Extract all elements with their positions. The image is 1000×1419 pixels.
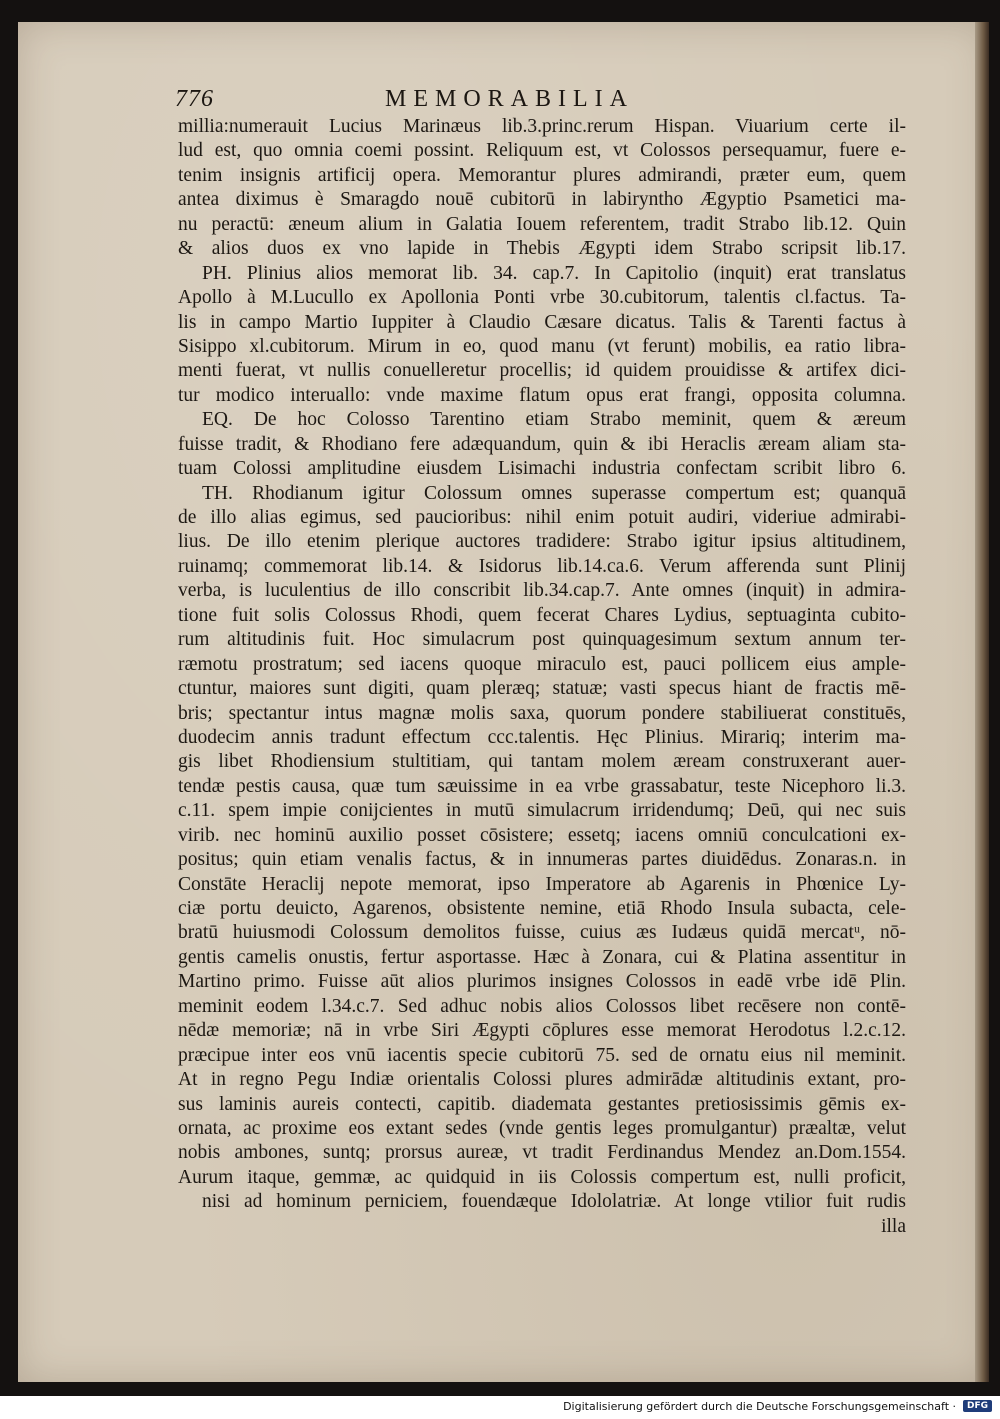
text-line: ciæ portu deuicto, Agarenos, obsistente nemine, etiā Rhodo Insula subacta, cele-: [178, 898, 906, 919]
text-line: gis libet Rhodiensium stultitiam, qui tantam molem æream construxerant auer-: [178, 751, 906, 773]
text-line: Sisippo xl.cubitorum. Mirum in eo, quod manu (vt ferunt) mobilis, ea ratio libra-: [178, 335, 906, 357]
text-line: illa: [881, 1215, 906, 1237]
running-title: MEMORABILIA: [385, 86, 634, 112]
text-line: Martino primo. Fuisse aūt alios plurimos insignes Colossos in eadē vrbe idē Plin.: [178, 971, 906, 993]
text-line: TH. Rhodianum igitur Colossum omnes superasse compertum est; quanquā: [202, 482, 906, 504]
text-line: c.11. spem impie conijcientes in mutū simulacrum irridendumq; Deū, qui nec suis: [178, 800, 906, 822]
text-line: rum altitudinis fuit. Hoc simulacrum post quinquagesimum sextum annum ter-: [178, 629, 906, 651]
text-line: Aurum itaque, gemmæ, ac quidquid in iis Colossis compertum est, nulli proficit,: [178, 1166, 906, 1188]
text-line: ruinamq; commemorat lib.14. & Isidorus lib.14.ca.6. Verum afferenda sunt Plinij: [178, 555, 906, 577]
text-line: positus; quin etiam venalis factus, & in innumeras partes diuidēdus. Zonaras.n. in: [178, 849, 906, 871]
text-line: nobis ambones, suntq; prorsus aureæ, vt tradit Ferdinandus Mendez an.Dom.1554.: [178, 1142, 906, 1164]
text-line: & alios duos ex vno lapide in Thebis Ægypti idem Strabo scripsit lib.17.: [178, 238, 906, 260]
text-line: verba, is luculentius de illo conscribit lib.34.cap.7. Ante omnes (inquit) in admira-: [178, 580, 906, 602]
text-line: lud est, quo omnia coemi possint. Reliquum est, vt Colossos persequamur, fuere e-: [178, 140, 906, 162]
text-line: fuisse tradit, & Rhodiano fere adæquandum, quin & ibi Heraclis æream aliam sta-: [178, 433, 906, 455]
text-line: virib. nec hominū auxilio posset cōsistere; essetq; iacens omniū conculcationi ex-: [178, 824, 906, 846]
text-line: lis in campo Martio Iuppiter à Claudio Cæsare dicatus. Talis & Tarenti factus à: [178, 311, 906, 333]
text-line: At in regno Pegu Indiæ orientalis Colossi plures admirādæ altitudinis extant, pro-: [178, 1069, 906, 1091]
text-line: sus laminis aureis contecti, capitib. diademata gestantes pretiosissimis gēmis ex-: [178, 1093, 906, 1115]
text-line: tur modico interuallo: vnde maxime flatum opus erat frangi, opposita columna.: [178, 384, 906, 406]
dfg-logo: DFG: [963, 1400, 992, 1412]
text-line: menti fuerat, vt nullis conuelleretur procellis; id quidem prouidisse & artifex dici-: [178, 360, 906, 382]
text-line: lius. De illo etenim plerique auctores tradidere: Strabo igitur ipsius altitudinem,: [178, 531, 906, 553]
text-line: Constāte Heraclij nepote memorat, ipso Imperatore ab Agarenis in Phœnice Ly-: [178, 873, 906, 895]
text-line: EQ. De hoc Colosso Tarentino etiam Strabo meminit, quem & æreum: [202, 409, 906, 431]
funding-credit: Digitalisierung gefördert durch die Deutsche Forschungsgemeinschaft ·: [563, 1400, 956, 1413]
body-text: [178, 115, 906, 1239]
book-spine-edge: [975, 22, 989, 1382]
text-line: millia:numerauit Lucius Marinæus lib.3.princ.rerum Hispan. Viuarium certe il-: [178, 116, 906, 137]
text-line: præcipue inter eos vnū iacentis specie cubitorū 75. sed de ornatu eius nil meminit.: [178, 1044, 906, 1066]
text-line: antea diximus è Smaragdo nouē cubitorū in labiryntho Ægyptio Psametici ma-: [178, 189, 906, 211]
page-number: 776: [175, 86, 214, 112]
text-line: nu peractū: æneum alium in Galatia Iouem referentem, tradit Strabo lib.12. Quin: [178, 213, 906, 235]
text-line: ræmotu prostratum; sed iacens quoque miraculo est, pauci pollicem eius ample-: [178, 653, 906, 675]
text-line: tendæ pestis causa, quæ tum sæuissime in ea vrbe grassabatur, teste Nicephoro li.3.: [178, 775, 906, 797]
text-line: Apollo à M.Lucullo ex Apollonia Ponti vrbe 30.cubitorum, talentis cl.factus. Ta-: [178, 287, 906, 309]
text-line: nisi ad hominum perniciem, fouendæque Idololatriæ. At longe vtilior fuit rudis: [202, 1191, 906, 1213]
text-line: tione fuit solis Colossus Rhodi, quem fecerat Chares Lydius, septuaginta cubito-: [178, 604, 906, 626]
text-line: de illo alias egimus, sed paucioribus: nihil enim potuit audiri, videriue admirabi-: [178, 507, 906, 528]
text-line: bris; spectantur intus magnæ molis saxa, quorum pondere stabiliuerat constituēs,: [178, 702, 906, 724]
text-line: nēdæ memoriæ; nā in vrbe Siri Ægypti cōplures esse memorat Herodotus l.2.c.12.: [178, 1020, 906, 1042]
text-line: PH. Plinius alios memorat lib. 34. cap.7. In Capitolio (inquit) erat translatus: [202, 262, 906, 284]
text-line: duodecim annis tradunt effectum ccc.talentis. Hęc Plinius. Mirariq; interim ma-: [178, 726, 906, 748]
footer-bar: [0, 1396, 1000, 1419]
text-line: bratū huiusmodi Colossum demolitos fuisse, cuius æs Iudæus quidā mercatᵘ, nō-: [178, 922, 906, 944]
text-line: ornata, ac proxime eos extant sedes (vnde gentis leges promulgantur) præaltæ, velut: [178, 1117, 906, 1139]
text-line: gentis camelis onustis, fertur asportasse. Hæc à Zonara, cui & Platina assentitur in: [178, 946, 906, 968]
text-line: ctuntur, maiores sunt digiti, quam pleræq; statuæ; vasti specus hiant de fractis mē-: [178, 678, 906, 700]
text-line: tenim insignis artificij opera. Memorantur plures admirandi, præter eum, quem: [178, 164, 906, 186]
text-line: meminit eodem l.34.c.7. Sed adhuc nobis alios Colossos libet recēsere non contē-: [178, 995, 906, 1017]
text-line: tuam Colossi amplitudine eiusdem Lisimachi industria confectam scribit libro 6.: [178, 458, 906, 480]
